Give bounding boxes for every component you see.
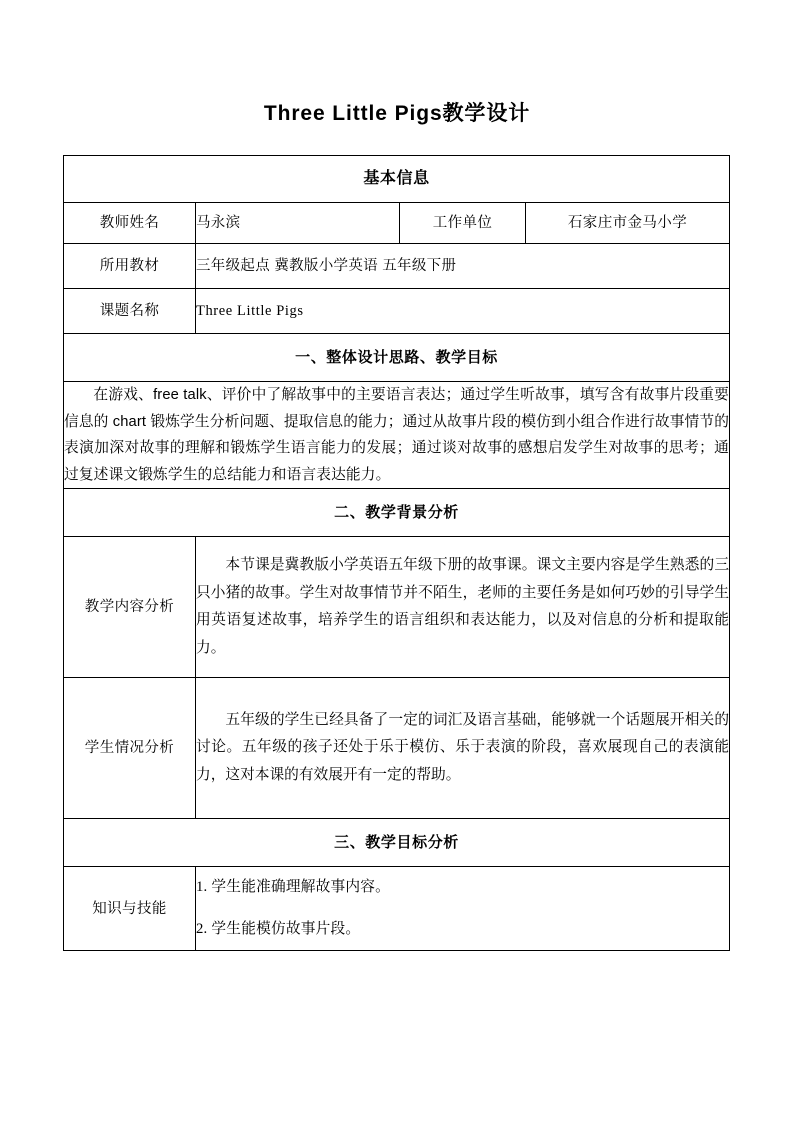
student-analysis-cell [196,678,730,819]
page-title: Three Little Pigs教学设计 [263,102,531,125]
topic-value: Three Little Pigs [196,289,730,334]
goal-number: 2. [196,920,208,937]
textbook-value: 三年级起点 冀教版小学英语 五年级下册 [196,244,730,289]
textbook-label: 所用教材 [64,244,196,289]
table-row-basic-info-band [64,156,730,203]
table-row-section3-heading [64,819,730,867]
work-unit-label: 工作单位 [400,203,526,244]
section1-heading: 一、整体设计思路、教学目标 [64,334,730,382]
table-row-section2-heading [64,489,730,537]
table-row-content-analysis [64,537,730,678]
work-unit-value: 石家庄市金马小学 [526,203,730,244]
content-analysis-label: 教学内容分析 [64,537,196,678]
section1-paragraph-text: 在游戏、free talk、评价中了解故事中的主要语言表达；通过学生听故事，填写含有故事片段重要信息的 chart 锻炼学生分析问题、提取信息的能力；通过从故事片段的模仿到小组合作进行故事情节的表演加深对故事的理解和锻炼学生语言能力的发展；通过谈对故事的感想启发学生对故事的思考；通过复述课文锻炼学生的总结能力和语言表达能力。 [64,387,730,483]
list-item [196,876,729,898]
list-item [196,918,729,940]
table-row-knowledge-skills [64,867,730,951]
knowledge-skills-label: 知识与技能 [64,867,196,951]
teacher-name-label: 教师姓名 [64,203,196,244]
section3-heading: 三、教学目标分析 [64,819,730,867]
table-row-section1-heading [64,334,730,382]
knowledge-skills-cell [196,867,730,951]
teacher-name-value: 马永滨 [196,203,400,244]
student-analysis-label: 学生情况分析 [64,678,196,819]
section2-heading: 二、教学背景分析 [64,489,730,537]
basic-info-band-label: 基本信息 [64,156,730,203]
content-analysis-text: 本节课是冀教版小学英语五年级下册的故事课。课文主要内容是学生熟悉的三只小猪的故事。学生对故事情节并不陌生，老师的主要任务是如何巧妙的引导学生用英语复述故事，培养学生的语言组织和表达能力，以及对信息的分析和提取能力。 [196,557,730,656]
section1-paragraph-cell [64,382,730,489]
lesson-plan-table-wrapper [63,155,729,951]
student-analysis-text: 五年级的学生已经具备了一定的词汇及语言基础，能够就一个话题展开相关的讨论。五年级的孩子还处于乐于模仿、乐于表演的阶段，喜欢展现自己的表演能力，这对本课的有效展开有一定的帮助。 [196,711,730,783]
table-row-section1-paragraph [64,382,730,489]
table-row-topic [64,289,730,334]
goal-number: 1. [196,878,208,895]
lesson-plan-table [63,155,730,951]
table-row-textbook [64,244,730,289]
goal-text: 学生能准确理解故事内容。 [211,878,391,895]
table-row-student-analysis [64,678,730,819]
content-analysis-cell [196,537,730,678]
table-row-teacher [64,203,730,244]
topic-label: 课题名称 [64,289,196,334]
goal-text: 学生能模仿故事片段。 [211,920,361,937]
